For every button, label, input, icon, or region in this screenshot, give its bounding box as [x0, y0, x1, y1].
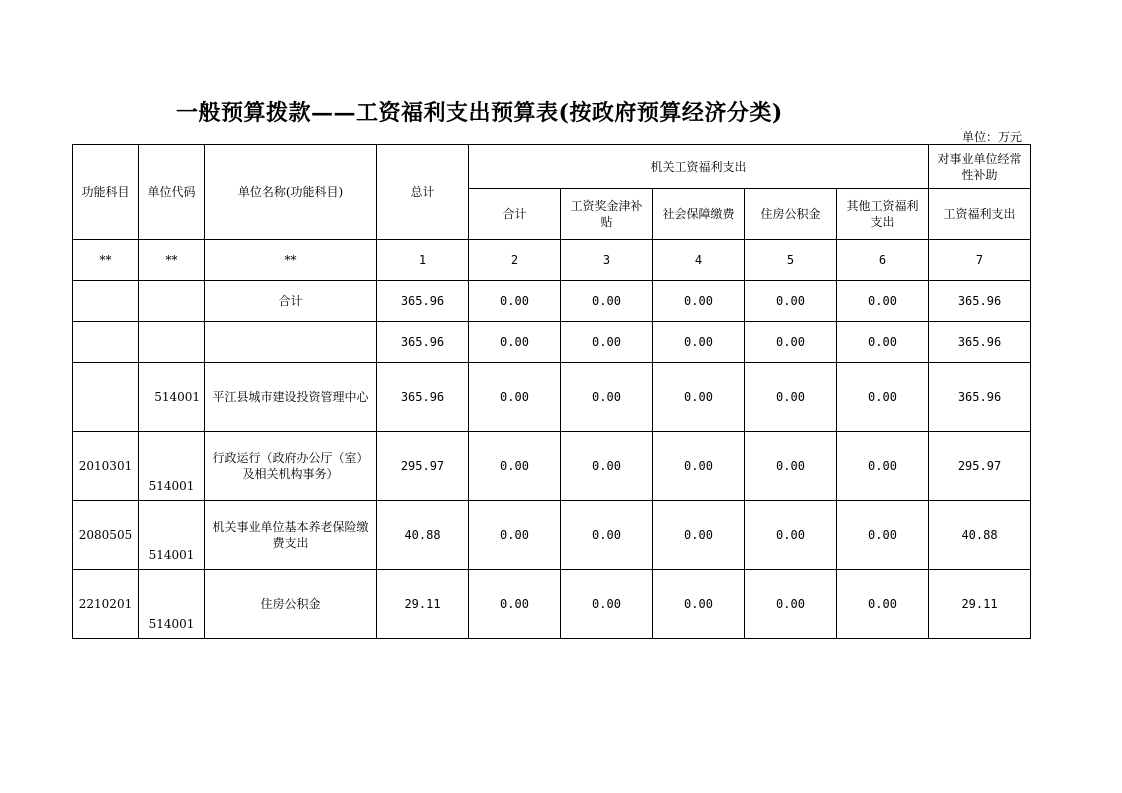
table-row: [73, 322, 1031, 363]
value-cell: 365.96: [929, 281, 1031, 322]
header-sub-housing: 住房公积金: [745, 189, 837, 240]
value-cell: 0.00: [745, 570, 837, 639]
header-sub-other: 其他工资福利支出: [837, 189, 929, 240]
value-cell: 29.11: [929, 570, 1031, 639]
unit-name-cell: 合计: [205, 281, 377, 322]
total-cell: 295.97: [377, 432, 469, 501]
index-cell: **: [205, 240, 377, 281]
value-cell: 0.00: [653, 281, 745, 322]
value-cell: 295.97: [929, 432, 1031, 501]
unit-name-cell: 平江县城市建设投资管理中心: [205, 363, 377, 432]
value-cell: 0.00: [469, 322, 561, 363]
func-code-cell: 2010301: [73, 432, 139, 501]
value-cell: 0.00: [561, 322, 653, 363]
value-cell: 0.00: [745, 501, 837, 570]
index-cell: **: [139, 240, 205, 281]
func-code-cell: [73, 281, 139, 322]
value-cell: 365.96: [929, 322, 1031, 363]
unit-code-cell: 514001: [139, 432, 205, 501]
index-cell: 7: [929, 240, 1031, 281]
unit-name-cell: [205, 322, 377, 363]
func-code-cell: [73, 322, 139, 363]
unit-code-cell: 514001: [139, 501, 205, 570]
total-cell: 40.88: [377, 501, 469, 570]
value-cell: 0.00: [745, 281, 837, 322]
value-cell: 0.00: [469, 363, 561, 432]
index-cell: 4: [653, 240, 745, 281]
index-cell: 3: [561, 240, 653, 281]
unit-name-cell: 行政运行（政府办公厅（室）及相关机构事务）: [205, 432, 377, 501]
index-cell: **: [73, 240, 139, 281]
header-name: 单位名称(功能科目): [205, 145, 377, 240]
header-sub-welfare: 工资福利支出: [929, 189, 1031, 240]
value-cell: 0.00: [469, 501, 561, 570]
value-cell: 0.00: [561, 281, 653, 322]
index-cell: 1: [377, 240, 469, 281]
value-cell: 0.00: [745, 432, 837, 501]
value-cell: 0.00: [469, 570, 561, 639]
value-cell: 0.00: [837, 570, 929, 639]
table-row: [73, 363, 1031, 432]
value-cell: 0.00: [653, 570, 745, 639]
value-cell: 40.88: [929, 501, 1031, 570]
header-sub-wage: 工资奖金津补贴: [561, 189, 653, 240]
value-cell: 0.00: [837, 363, 929, 432]
unit-code-cell: 514001: [139, 570, 205, 639]
header-total: 总计: [377, 145, 469, 240]
table-row: [73, 501, 1031, 570]
value-cell: 0.00: [561, 432, 653, 501]
value-cell: 0.00: [469, 432, 561, 501]
header-subsidy-group: 对事业单位经常性补助: [929, 145, 1031, 189]
header-code: 单位代码: [139, 145, 205, 240]
index-cell: 5: [745, 240, 837, 281]
index-cell: 6: [837, 240, 929, 281]
header-agency-group: 机关工资福利支出: [469, 145, 929, 189]
value-cell: 0.00: [653, 432, 745, 501]
unit-name-cell: 住房公积金: [205, 570, 377, 639]
header-sub-social: 社会保障缴费: [653, 189, 745, 240]
value-cell: 365.96: [929, 363, 1031, 432]
value-cell: 0.00: [469, 281, 561, 322]
table-row: [73, 281, 1031, 322]
table-row: [73, 432, 1031, 501]
header-func: 功能科目: [73, 145, 139, 240]
value-cell: 0.00: [653, 322, 745, 363]
header-row-1: [73, 145, 1031, 189]
value-cell: 0.00: [837, 281, 929, 322]
func-code-cell: 2080505: [73, 501, 139, 570]
value-cell: 0.00: [561, 363, 653, 432]
func-code-cell: [73, 363, 139, 432]
value-cell: 0.00: [745, 322, 837, 363]
unit-code-cell: 514001: [139, 363, 205, 432]
value-cell: 0.00: [561, 570, 653, 639]
value-cell: 0.00: [837, 432, 929, 501]
unit-code-cell: [139, 281, 205, 322]
unit-label: 单位：万元: [962, 130, 1023, 144]
unit-name-cell: 机关事业单位基本养老保险缴费支出: [205, 501, 377, 570]
value-cell: 0.00: [653, 501, 745, 570]
page-title: 一般预算拨款——工资福利支出预算表(按政府预算经济分类): [176, 100, 783, 126]
index-cell: 2: [469, 240, 561, 281]
header-sub-total: 合计: [469, 189, 561, 240]
total-cell: 29.11: [377, 570, 469, 639]
value-cell: 0.00: [653, 363, 745, 432]
total-cell: 365.96: [377, 322, 469, 363]
unit-code-cell: [139, 322, 205, 363]
total-cell: 365.96: [377, 363, 469, 432]
value-cell: 0.00: [837, 501, 929, 570]
func-code-cell: 2210201: [73, 570, 139, 639]
value-cell: 0.00: [561, 501, 653, 570]
index-row: [73, 240, 1031, 281]
budget-table: [72, 144, 1031, 639]
value-cell: 0.00: [837, 322, 929, 363]
table-row: [73, 570, 1031, 639]
total-cell: 365.96: [377, 281, 469, 322]
value-cell: 0.00: [745, 363, 837, 432]
